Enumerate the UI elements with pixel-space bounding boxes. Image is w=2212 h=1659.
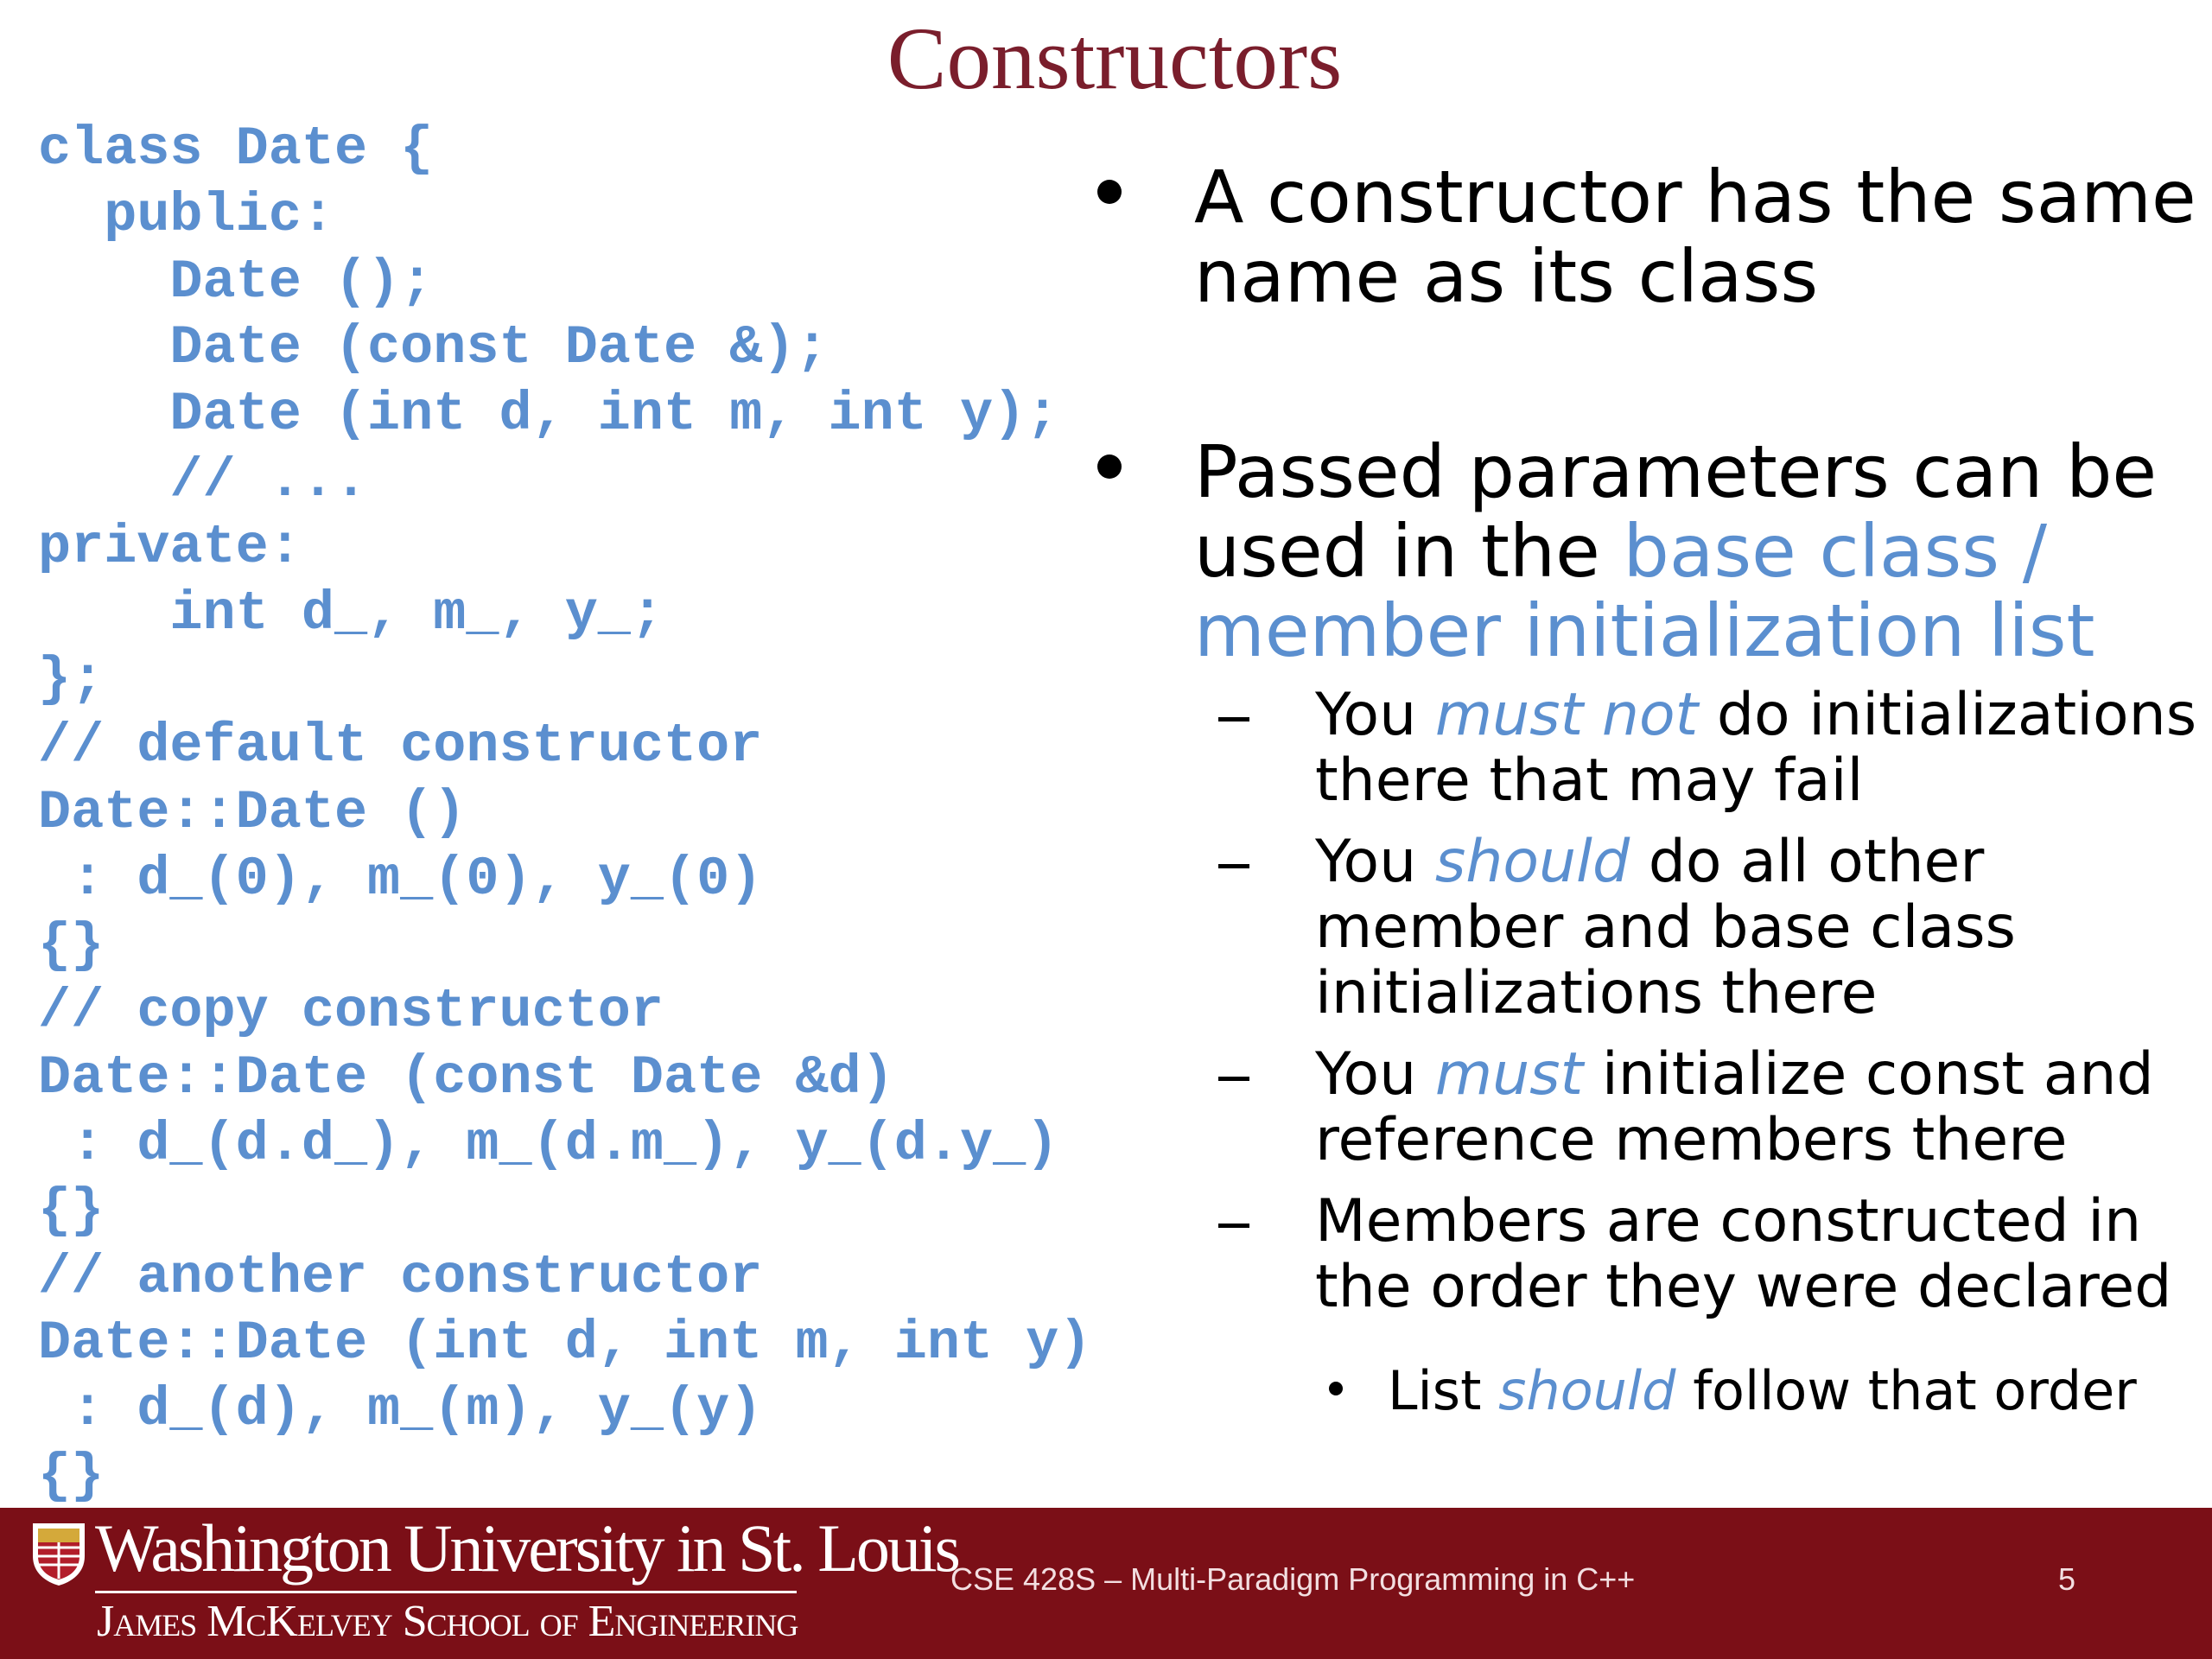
code-line: // copy constructor <box>38 981 664 1044</box>
code-line: : d_(d), m_(m), y_(y) <box>38 1379 763 1442</box>
dash-icon <box>1218 717 1249 721</box>
sub-sub-bullet-text <box>1388 1361 2212 1421</box>
sub-bullet-text: Members are constructed in the order they were declared <box>1315 1187 2172 1321</box>
code-line: Date::Date (int d, int m, int y) <box>38 1313 1092 1376</box>
bullet-text-accent: base class / member initialization list <box>1194 509 2095 673</box>
code-line: : d_(d.d_), m_(d.m_), y_(d.y_) <box>38 1113 1059 1176</box>
code-line: Date (const Date &); <box>38 317 829 380</box>
bullet-text: A constructor has the same name as its class <box>1194 155 2196 319</box>
dash-icon <box>1218 1224 1249 1228</box>
code-line: class Date { <box>38 118 434 181</box>
school-logo-text: James McKelvey School of Engineering <box>97 1597 798 1646</box>
text-part: do initializations there that may fail <box>1315 681 2197 815</box>
code-line: public: <box>38 184 334 247</box>
footer-bar <box>0 1508 2212 1659</box>
code-line: int d_, m_, y_; <box>38 582 664 645</box>
code-line: }; <box>38 649 105 712</box>
code-line: // another constructor <box>38 1246 763 1309</box>
bullet-dot-icon <box>1329 1382 1343 1395</box>
code-block <box>38 117 1101 1510</box>
code-line: {} <box>38 914 105 977</box>
code-line: Date::Date (const Date &d) <box>38 1047 894 1110</box>
text-part: You <box>1315 1040 1435 1109</box>
code-line: Date (int d, int m, int y); <box>38 384 1059 447</box>
code-line: Date::Date () <box>38 781 467 844</box>
code-line: : d_(0), m_(0), y_(0) <box>38 848 763 911</box>
bullet-dot-icon <box>1097 454 1122 479</box>
emphasis-text: should <box>1498 1359 1676 1422</box>
text-part: do all other member and base class initializations there <box>1315 828 2016 1027</box>
text-part: You <box>1315 828 1435 896</box>
sub-bullet-text <box>1315 830 2212 1027</box>
dash-icon <box>1218 864 1249 868</box>
slide-title: Constructors <box>887 10 1343 108</box>
page-number: 5 <box>2058 1561 2076 1597</box>
university-shield-icon <box>31 1522 86 1587</box>
sub-bullet-text <box>1315 683 2212 814</box>
code-line: private: <box>38 516 302 579</box>
dash-icon <box>1218 1077 1249 1081</box>
bullet-text-plain: Passed parameters can be used in the <box>1194 429 2158 594</box>
emphasis-text: must not <box>1434 681 1699 749</box>
text-part: List <box>1388 1359 1499 1422</box>
code-line: // ... <box>38 449 368 512</box>
bullet-text <box>1194 429 2212 673</box>
code-line: // default constructor <box>38 715 763 779</box>
emphasis-text: should <box>1434 828 1630 896</box>
logo-divider <box>95 1591 797 1593</box>
text-part: initialize const and reference members there <box>1315 1040 2154 1174</box>
text-part: follow that order <box>1675 1359 2137 1422</box>
sub-bullet-text <box>1315 1042 2212 1173</box>
university-logo-text: Washington University in St. Louis <box>95 1510 958 1586</box>
text-part: You <box>1315 681 1435 749</box>
code-line: {} <box>38 1445 105 1508</box>
emphasis-text: must <box>1434 1040 1584 1109</box>
course-title: CSE 428S – Multi-Paradigm Programming in C++ <box>950 1561 1636 1597</box>
code-line: Date (); <box>38 251 434 314</box>
code-line: {} <box>38 1179 105 1243</box>
bullet-dot-icon <box>1097 180 1122 204</box>
